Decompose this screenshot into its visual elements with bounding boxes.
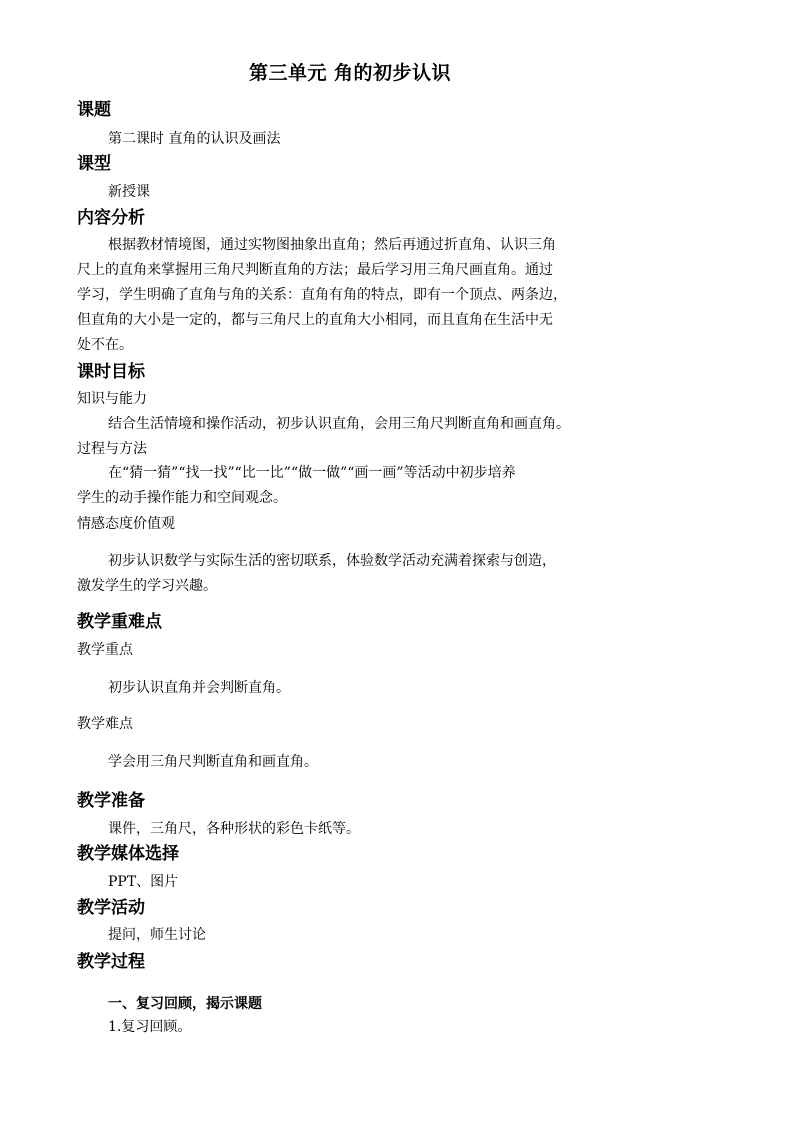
nandian-label: 教学难点: [77, 716, 133, 732]
step1-heading: 一、复习回顾，揭示课题: [108, 996, 262, 1012]
neirong-line: 但直角的大小是一定的，都与三角尺上的直角大小相同，而且直角在生活中无: [77, 312, 553, 328]
qinggan-line: 初步认识数学与实际生活的密切联系，体验数学活动充满着探索与创造，: [108, 553, 556, 569]
heading-keti: 课题: [77, 100, 111, 120]
zhunbei-text: 课件，三角尺，各种形状的彩色卡纸等。: [108, 821, 360, 837]
neirong-paragraph: [77, 233, 657, 358]
step1-1-text: 1.复习回顾。: [108, 1019, 192, 1035]
neirong-line: 处不在。: [77, 337, 133, 353]
zhongdian-label: 教学重点: [77, 642, 133, 658]
heading-guocheng: 教学过程: [77, 952, 145, 972]
kexing-text: 新授课: [108, 184, 150, 200]
heading-neirong: 内容分析: [77, 208, 145, 228]
neirong-line: 根据教材情境图，通过实物图抽象出直角；然后再通过折直角、认识三角: [108, 237, 556, 253]
page-title: 第三单元 角的初步认识: [248, 62, 452, 84]
heading-zhunbei: 教学准备: [77, 791, 145, 811]
qinggan-paragraph: [77, 549, 657, 599]
neirong-line: 学习，学生明确了直角与角的关系：直角有角的特点，即有一个顶点、两条边，: [77, 287, 567, 303]
heading-kexing: 课型: [77, 154, 111, 174]
guocheng-line: 在“猜一猜”“找一找”“比一比”“做一做”“画一画”等活动中初步培养: [108, 465, 516, 481]
zhongdian-text: 初步认识直角并会判断直角。: [108, 680, 290, 696]
heading-mubiao: 课时目标: [77, 362, 145, 382]
nandian-text: 学会用三角尺判断直角和画直角。: [108, 754, 318, 770]
meiti-text: PPT、图片: [108, 874, 179, 890]
qinggan-label: 情感态度价值观: [77, 516, 175, 532]
qinggan-line: 激发学生的学习兴趣。: [77, 578, 217, 594]
heading-huodong: 教学活动: [77, 898, 145, 918]
heading-zhongnan: 教学重难点: [77, 612, 162, 632]
zhishi-text: 结合生活情境和操作活动，初步认识直角，会用三角尺判断直角和画直角。: [108, 416, 570, 432]
guocheng-line: 学生的动手操作能力和空间观念。: [77, 490, 287, 506]
keti-text: 第二课时 直角的认识及画法: [108, 131, 281, 147]
guocheng-paragraph: [77, 461, 657, 511]
zhishi-label: 知识与能力: [77, 391, 147, 407]
heading-meiti: 教学媒体选择: [77, 844, 179, 864]
huodong-text: 提问，师生讨论: [108, 927, 206, 943]
guocheng-label: 过程与方法: [77, 441, 147, 457]
neirong-line: 尺上的直角来掌握用三角尺判断直角的方法；最后学习用三角尺画直角。通过: [77, 262, 553, 278]
